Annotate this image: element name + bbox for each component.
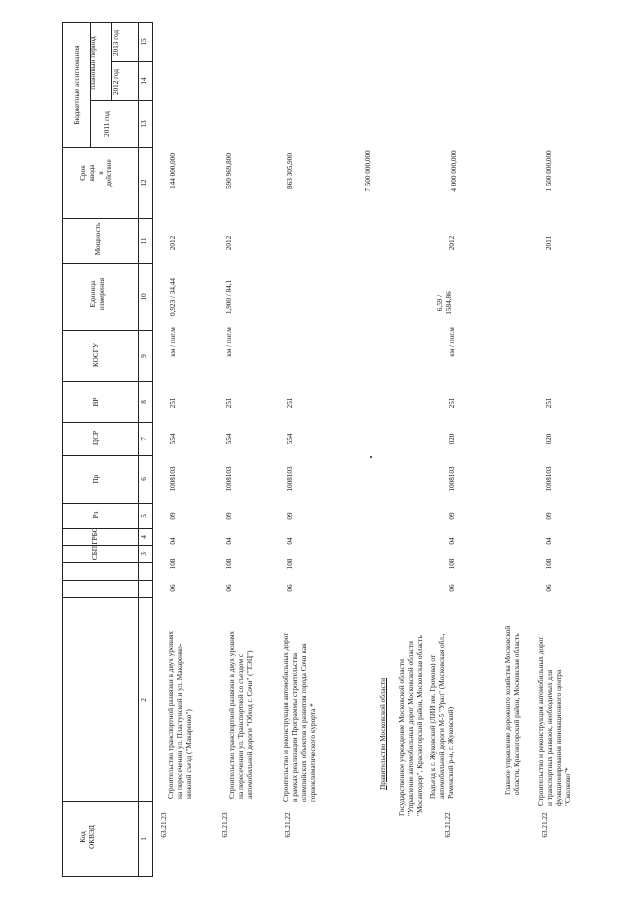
header-grbs: ГРБС bbox=[91, 527, 99, 545]
row2-term: 2012 bbox=[225, 235, 233, 251]
header-rz: Рз bbox=[92, 511, 100, 519]
row4-kosgu: 251 bbox=[448, 397, 456, 409]
row6-term: 2011 bbox=[545, 235, 553, 251]
sep-6-5 bbox=[62, 503, 153, 504]
row4-grbs: 108 bbox=[448, 558, 456, 570]
row6-name: Строительство и реконструкция автомобильных дорог и транспортных развязок, необходимых для функционирования инновационного центра "Сколково"* bbox=[536, 636, 573, 806]
row2-power: 1,900 / 84,1 bbox=[225, 279, 233, 315]
row3-csr: 1008103 bbox=[286, 466, 294, 492]
row6-vr: 020 bbox=[545, 433, 553, 445]
row6-kosgu: 251 bbox=[545, 397, 553, 409]
row4-csr: 1008103 bbox=[448, 466, 456, 492]
row4-sbi: 06 bbox=[448, 584, 456, 592]
sep-7-6 bbox=[62, 455, 153, 456]
row6-grbs: 108 bbox=[545, 558, 553, 570]
colnum-3: 3 bbox=[140, 552, 148, 556]
section-title: Правительство Московской области bbox=[378, 678, 387, 790]
table-top-border bbox=[62, 22, 63, 876]
row3-pr: 09 bbox=[286, 512, 294, 520]
table-head-bottom-line bbox=[62, 876, 153, 877]
row1-power: 0,923 / 34,44 bbox=[169, 278, 177, 316]
row1-csr: 1008103 bbox=[169, 466, 177, 492]
row2-name: Строительство транспортной развязки в двух уровнях на пересечении ул. Транспортной со съездом с автомобильной дороги "Обход г. Сочи" ("ТЭЦ") bbox=[227, 630, 255, 799]
row6-pr: 09 bbox=[545, 512, 553, 520]
row6-kod: 63.21.22 bbox=[541, 812, 549, 838]
row3-name: Строительство и реконструкция автомобильных дорог в рамках реализации Программы строительства олимпийских объектов и развития города Сочи как горноклиматического курорта * bbox=[281, 632, 318, 802]
row3-sbi: 06 bbox=[286, 584, 294, 592]
colnum-8: 8 bbox=[140, 400, 148, 404]
table-head-top-line bbox=[62, 22, 153, 23]
header-pr: Пр bbox=[92, 474, 100, 484]
row1-kosgu: 251 bbox=[169, 397, 177, 409]
row4-vr: 020 bbox=[448, 433, 456, 445]
row1-vr: 554 bbox=[169, 433, 177, 445]
row4-budget-2011: 4 000 000,000 bbox=[450, 150, 458, 192]
row3-kosgu: 251 bbox=[286, 397, 294, 409]
row4-unit: км / пог.м bbox=[448, 327, 456, 357]
header-kod: Код ОКВЭД bbox=[79, 825, 96, 849]
colnum-10: 10 bbox=[140, 293, 148, 301]
row1-pr: 09 bbox=[169, 512, 177, 520]
colnum-5: 5 bbox=[140, 514, 148, 518]
row4-term: 2012 bbox=[448, 235, 456, 251]
header-kosgu: КОСГУ bbox=[92, 343, 100, 367]
row1-unit: км / пог.м bbox=[169, 327, 177, 357]
colnum-12: 12 bbox=[140, 179, 148, 187]
row1-term: 2012 bbox=[169, 235, 177, 251]
header-2011: 2011 год bbox=[103, 111, 111, 137]
colnum-15: 15 bbox=[140, 38, 148, 46]
colnum-6: 6 bbox=[140, 477, 148, 481]
row1-name: Строительство транспортной развязки в двух уровнях на пересечении ул. Пластунской и ул. Макаренко- нижний съезд ("Макаренко") bbox=[166, 630, 194, 799]
header-plan: плановый период bbox=[89, 36, 97, 90]
row6-rz: 04 bbox=[545, 537, 553, 545]
sep-10-9 bbox=[62, 330, 153, 331]
stray-mark bbox=[370, 456, 372, 458]
header-term: Срок ввода в действие bbox=[79, 159, 114, 187]
colnum-7: 7 bbox=[140, 437, 148, 441]
row6-csr: 1008103 bbox=[545, 466, 553, 492]
row2-unit: км / пог.м bbox=[225, 327, 233, 357]
header-unit: Единица измерения bbox=[89, 277, 106, 311]
row2-sbi: 06 bbox=[225, 584, 233, 592]
row2-budget-2011: 590 969,800 bbox=[225, 153, 233, 189]
row2-rz: 04 bbox=[225, 537, 233, 545]
header-2012: 2012 год bbox=[112, 69, 120, 95]
colnum-2: 2 bbox=[140, 698, 148, 702]
colnum-11: 11 bbox=[140, 237, 148, 245]
colnum-4: 4 bbox=[140, 535, 148, 539]
sep-3-2c bbox=[62, 597, 153, 598]
sep-9-8 bbox=[62, 381, 153, 382]
row1-kod: 63.21.23 bbox=[160, 812, 168, 838]
row2-grbs: 108 bbox=[225, 558, 233, 570]
row4-power: 6,59 / 1584,86 bbox=[436, 291, 453, 315]
row6-budget-2011: 1 500 000,000 bbox=[545, 150, 553, 192]
row2-kosgu: 251 bbox=[225, 397, 233, 409]
row1-sbi: 06 bbox=[169, 584, 177, 592]
header-2013: 2013 год bbox=[112, 30, 120, 56]
row1-rz: 04 bbox=[169, 537, 177, 545]
colnum-14: 14 bbox=[140, 77, 148, 85]
header-sbi: СБП bbox=[91, 545, 99, 561]
colnum-1: 1 bbox=[140, 837, 148, 841]
header-vr: ВР bbox=[92, 397, 100, 407]
row1-budget-2011: 144 000,000 bbox=[169, 153, 177, 189]
sep-12-11 bbox=[62, 218, 153, 219]
sep-3-2b bbox=[62, 580, 153, 581]
row2-csr: 1008103 bbox=[225, 466, 233, 492]
row3-rz: 04 bbox=[286, 537, 294, 545]
row3-budget-2011: 863 305,900 bbox=[286, 153, 294, 189]
row2-vr: 554 bbox=[225, 433, 233, 445]
sep-2-1 bbox=[62, 801, 153, 802]
row2-kod: 63.21.23 bbox=[221, 812, 229, 838]
row6-sbi: 06 bbox=[545, 584, 553, 592]
header-power: Мощность bbox=[94, 222, 102, 256]
section-customer: Государственное учреждение Московской области "Управление автомобильных дорог Московской области "Мосавтодор", Красногорский район, Московская область bbox=[397, 635, 425, 816]
row4-name: Подъезд к г. Жуковский (ЛИИ им. Громова) от автомобильной дороги М-5 "Урал" (Московская обл., Раменский р-н, г. Жуковский) bbox=[428, 633, 456, 799]
table-colnum-border bbox=[138, 22, 139, 876]
sep-8-7 bbox=[62, 422, 153, 423]
row3-kod: 63.21.22 bbox=[284, 812, 292, 838]
row3-vr: 554 bbox=[286, 433, 294, 445]
row3-grbs: 108 bbox=[286, 558, 294, 570]
sep-11-10 bbox=[62, 263, 153, 264]
colnum-9: 9 bbox=[140, 354, 148, 358]
row5-name: Главное управление дорожного хозяйства Московской области, Красногорский район, Московская область bbox=[503, 625, 522, 795]
row4-kod: 63.21.22 bbox=[444, 812, 452, 838]
colnum-13: 13 bbox=[140, 120, 148, 128]
row4-rz: 04 bbox=[448, 537, 456, 545]
row1-grbs: 108 bbox=[169, 558, 177, 570]
header-csr: ЦСР bbox=[92, 431, 100, 445]
section-total: 7 500 000,000 bbox=[364, 150, 372, 192]
row2-pr: 09 bbox=[225, 512, 233, 520]
table-header-right-border bbox=[152, 22, 153, 876]
row4-pr: 09 bbox=[448, 512, 456, 520]
header-budget: Бюджетные ассигнования bbox=[73, 45, 81, 125]
